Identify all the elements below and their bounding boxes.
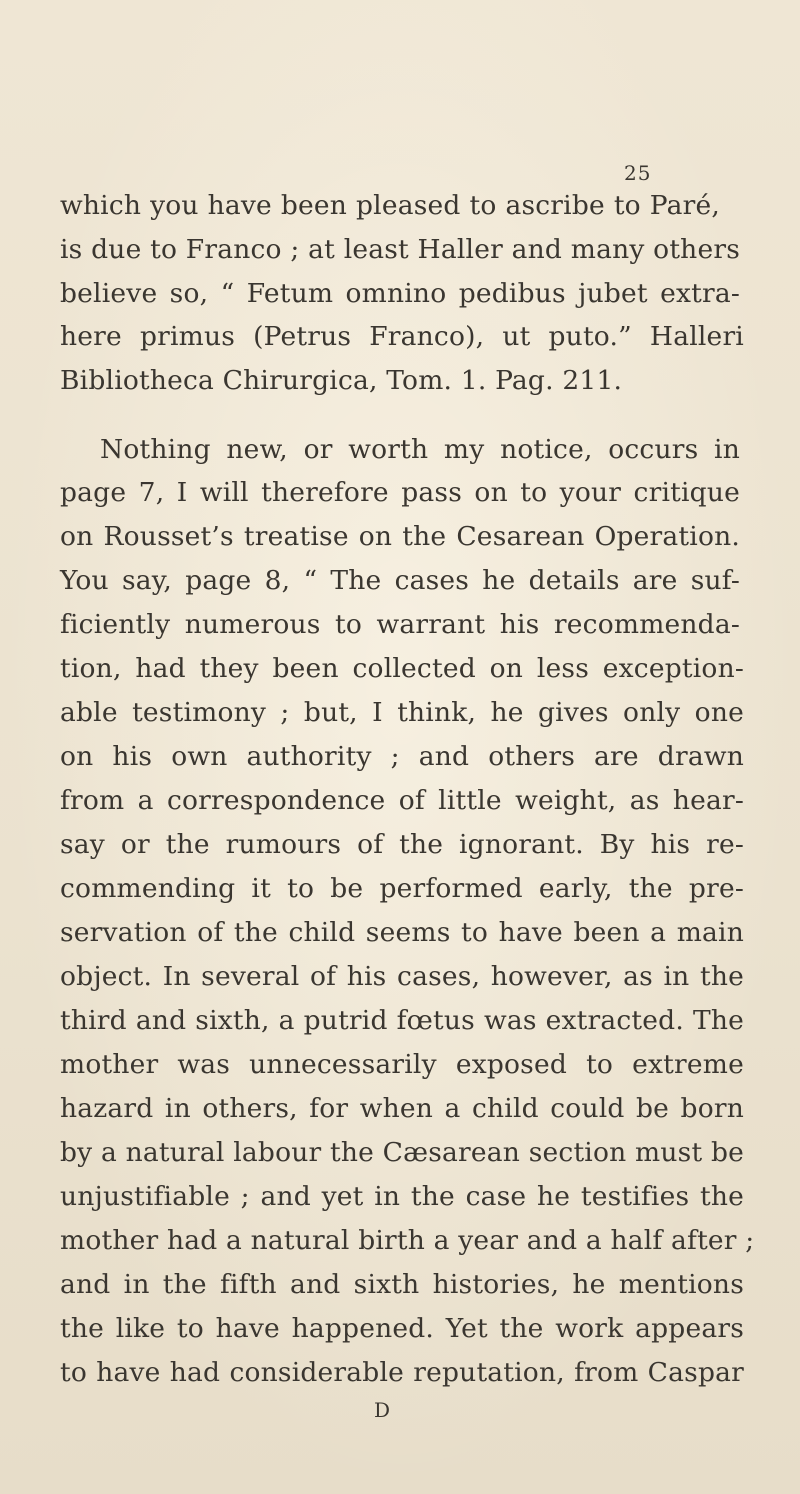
text-line: on his own authority ; and others are drawn bbox=[60, 741, 744, 772]
catchword: D bbox=[374, 1398, 391, 1422]
text-line: to have had considerable reputation, from Caspar bbox=[60, 1357, 744, 1388]
text-line: Bibliotheca Chirurgica, Tom. 1. Pag. 211. bbox=[60, 365, 623, 396]
text-line: unjustifiable ; and yet in the case he testifies the bbox=[60, 1181, 744, 1212]
text-line: object. In several of his cases, however, as in the bbox=[60, 961, 744, 992]
text-line: say or the rumours of the ignorant. By his re- bbox=[60, 829, 744, 860]
text-line: the like to have happened. Yet the work appears bbox=[60, 1313, 744, 1344]
text-line: You say, page 8, “ The cases he details are suf- bbox=[60, 565, 740, 596]
text-line: Nothing new, or worth my notice, occurs in bbox=[100, 434, 740, 465]
text-line: commending it to be performed early, the pre- bbox=[60, 873, 744, 904]
text-line: mother had a natural birth a year and a half after ; bbox=[60, 1225, 755, 1256]
text-line: third and sixth, a putrid fœtus was extracted. The bbox=[60, 1005, 744, 1036]
text-line: is due to Franco ; at least Haller and many others bbox=[60, 234, 740, 265]
text-line: and in the fifth and sixth histories, he mentions bbox=[60, 1269, 744, 1300]
text-line: believe so, “ Fetum omnino pedibus jubet extra- bbox=[60, 278, 740, 309]
text-line: servation of the child seems to have been a main bbox=[60, 917, 744, 948]
text-line: by a natural labour the Cæsarean section must be bbox=[60, 1137, 744, 1168]
text-line: which you have been pleased to ascribe to Paré, bbox=[60, 190, 720, 221]
text-line: hazard in others, for when a child could be born bbox=[60, 1093, 744, 1124]
text-line: mother was unnecessarily exposed to extreme bbox=[60, 1049, 744, 1080]
text-line: ficiently numerous to warrant his recommenda- bbox=[60, 609, 740, 640]
text-line: from a correspondence of little weight, as hear- bbox=[60, 785, 744, 816]
text-line: tion, had they been collected on less exception- bbox=[60, 653, 744, 684]
text-line: on Rousset’s treatise on the Cesarean Operation. bbox=[60, 521, 740, 552]
text-line: page 7, I will therefore pass on to your critique bbox=[60, 477, 740, 508]
page-number: 25 bbox=[624, 161, 652, 185]
text-line: here primus (Petrus Franco), ut puto.” Halleri bbox=[60, 321, 744, 352]
text-line: able testimony ; but, I think, he gives only one bbox=[60, 697, 744, 728]
